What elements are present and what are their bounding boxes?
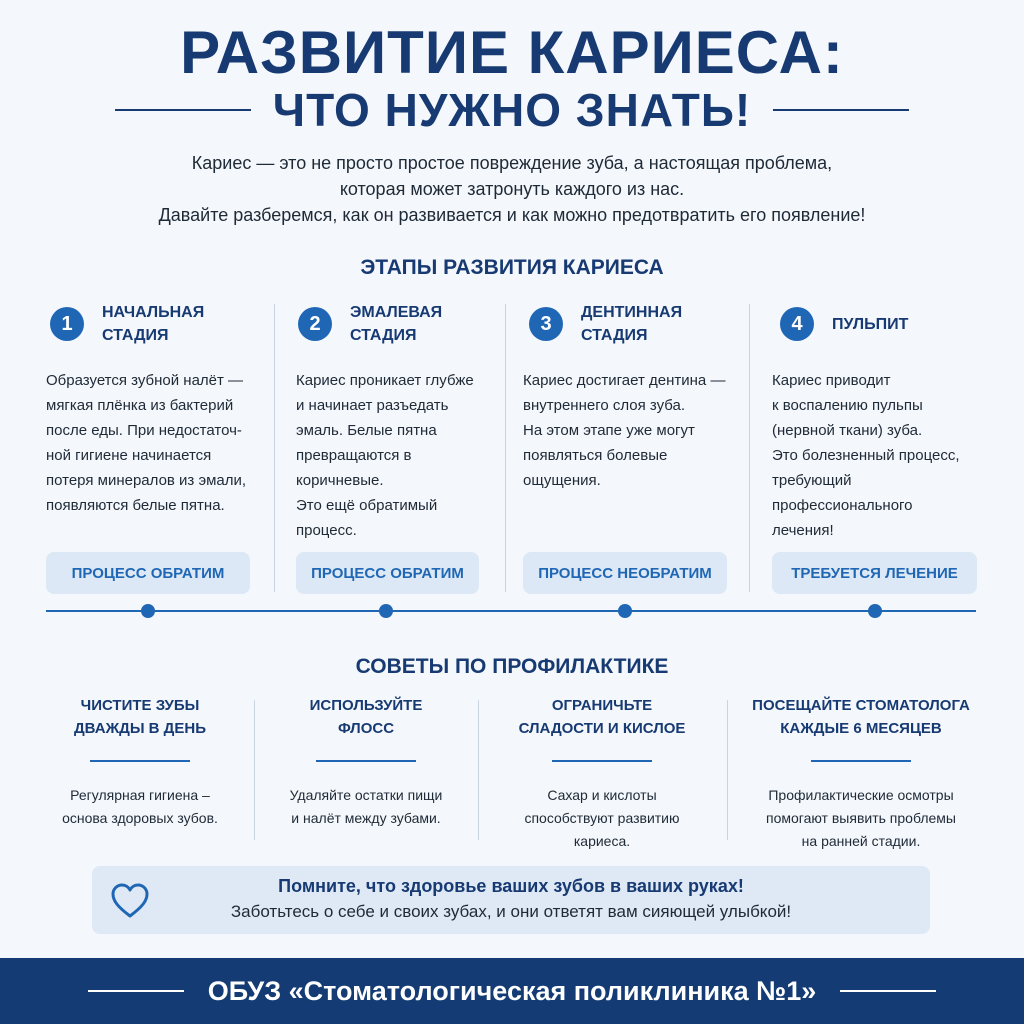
stage-divider — [505, 304, 506, 592]
tip-title: ОГРАНИЧЬТЕ СЛАДОСТИ И КИСЛОЕ — [518, 697, 686, 737]
timeline-dot — [379, 604, 393, 618]
stage-header — [296, 300, 501, 348]
intro-text — [0, 150, 1024, 228]
stage-card-3 — [523, 300, 738, 600]
stage-header — [523, 300, 738, 348]
stage-number-badge: 2 — [298, 307, 332, 341]
timeline-dot — [618, 604, 632, 618]
stage-title: ПУЛЬПИТ — [832, 315, 909, 333]
stage-status-badge: ПРОЦЕСС ОБРАТИМ — [296, 552, 479, 594]
intro-line: которая может затронуть каждого из нас. — [339, 179, 685, 199]
stage-number-badge: 1 — [50, 307, 84, 341]
page-subtitle-row — [0, 82, 1024, 138]
tip-description: Регулярная гигиена – основа здоровых зубов. — [62, 787, 218, 826]
stage-number-badge: 4 — [780, 307, 814, 341]
timeline-dot — [141, 604, 155, 618]
stage-description: Кариес достигает дентина — внутреннего слоя зуба. На этом этапе уже могут появляться болевые ощущения. — [523, 372, 726, 489]
tip-card-4 — [740, 694, 982, 853]
tip-underline — [90, 760, 190, 762]
tip-card-1 — [40, 694, 240, 830]
intro-line: Давайте разберемся, как он развивается и как можно предотвратить его появление! — [158, 205, 866, 225]
stage-card-4 — [772, 300, 982, 600]
stages-timeline — [46, 610, 976, 612]
tip-title: ПОСЕЩАЙТЕ СТОМАТОЛОГА КАЖДЫЕ 6 МЕСЯЦЕВ — [752, 697, 970, 737]
page-title: РАЗВИТИЕ КАРИЕСА: — [180, 19, 844, 86]
tip-divider — [478, 700, 479, 840]
tip-card-3 — [490, 694, 714, 853]
subtitle-divider-right — [773, 109, 909, 111]
footer-divider-left — [88, 990, 184, 992]
reminder-title: Помните, что здоровье ваших зубов в ваших руках! — [278, 876, 744, 896]
page-subtitle: ЧТО НУЖНО ЗНАТЬ! — [272, 84, 752, 136]
tip-divider — [254, 700, 255, 840]
tip-description: Профилактические осмотры помогают выявить проблемы на ранней стадии. — [766, 787, 956, 849]
stage-divider — [749, 304, 750, 592]
footer-divider-right — [840, 990, 936, 992]
tips-section-title: СОВЕТЫ ПО ПРОФИЛАКТИКЕ — [355, 655, 669, 678]
stage-header — [46, 300, 261, 348]
subtitle-divider-left — [115, 109, 251, 111]
reminder-box — [92, 866, 930, 934]
tip-description: Сахар и кислоты способствуют развитию кариеса. — [524, 787, 680, 849]
stage-description: Кариес приводит к воспалению пульпы (нервной ткани) зуба. Это болезненный процесс, требующий профессионального лечения! — [772, 372, 960, 539]
timeline-dot — [868, 604, 882, 618]
stage-status-badge: ПРОЦЕСС ОБРАТИМ — [46, 552, 250, 594]
tip-title: ЧИСТИТЕ ЗУБЫ ДВАЖДЫ В ДЕНЬ — [73, 697, 206, 737]
stage-card-2 — [296, 300, 501, 600]
stage-header — [772, 300, 982, 348]
tip-underline — [552, 760, 652, 762]
stage-divider — [274, 304, 275, 592]
stage-description: Образуется зубной налёт — мягкая плёнка из бактерий после еды. При недостаточ- ной гигиене начинается потеря минералов из эмали, появляются белые пятна. — [46, 372, 247, 514]
stage-description: Кариес проникает глубже и начинает разъедать эмаль. Белые пятна превращаются в коричневые. Это ещё обратимый процесс. — [296, 372, 474, 539]
tip-underline — [811, 760, 911, 762]
tip-card-2 — [264, 694, 468, 830]
footer-banner — [0, 958, 1024, 1024]
stage-title: ЭМАЛЕВАЯ СТАДИЯ — [350, 304, 443, 344]
stage-title: НАЧАЛЬНАЯ СТАДИЯ — [102, 304, 205, 344]
stage-status-badge: ТРЕБУЕТСЯ ЛЕЧЕНИЕ — [772, 552, 977, 594]
stage-card-1 — [46, 300, 261, 600]
stages-section-title: ЭТАПЫ РАЗВИТИЯ КАРИЕСА — [360, 256, 664, 279]
reminder-text: Заботьтесь о себе и своих зубах, и они ответят вам сияющей улыбкой! — [230, 902, 792, 921]
tip-title: ИСПОЛЬЗУЙТЕ ФЛОСС — [309, 697, 423, 737]
tip-underline — [316, 760, 416, 762]
stage-status-badge: ПРОЦЕСС НЕОБРАТИМ — [523, 552, 727, 594]
tip-description: Удаляйте остатки пищи и налёт между зубами. — [289, 787, 443, 826]
stage-title: ДЕНТИННАЯ СТАДИЯ — [581, 304, 683, 344]
footer-organization-name: ОБУЗ «Стоматологическая поликлиника №1» — [207, 975, 817, 1006]
intro-line: Кариес — это не просто простое повреждение зуба, а настоящая проблема, — [191, 153, 833, 173]
tip-divider — [727, 700, 728, 840]
stage-number-badge: 3 — [529, 307, 563, 341]
